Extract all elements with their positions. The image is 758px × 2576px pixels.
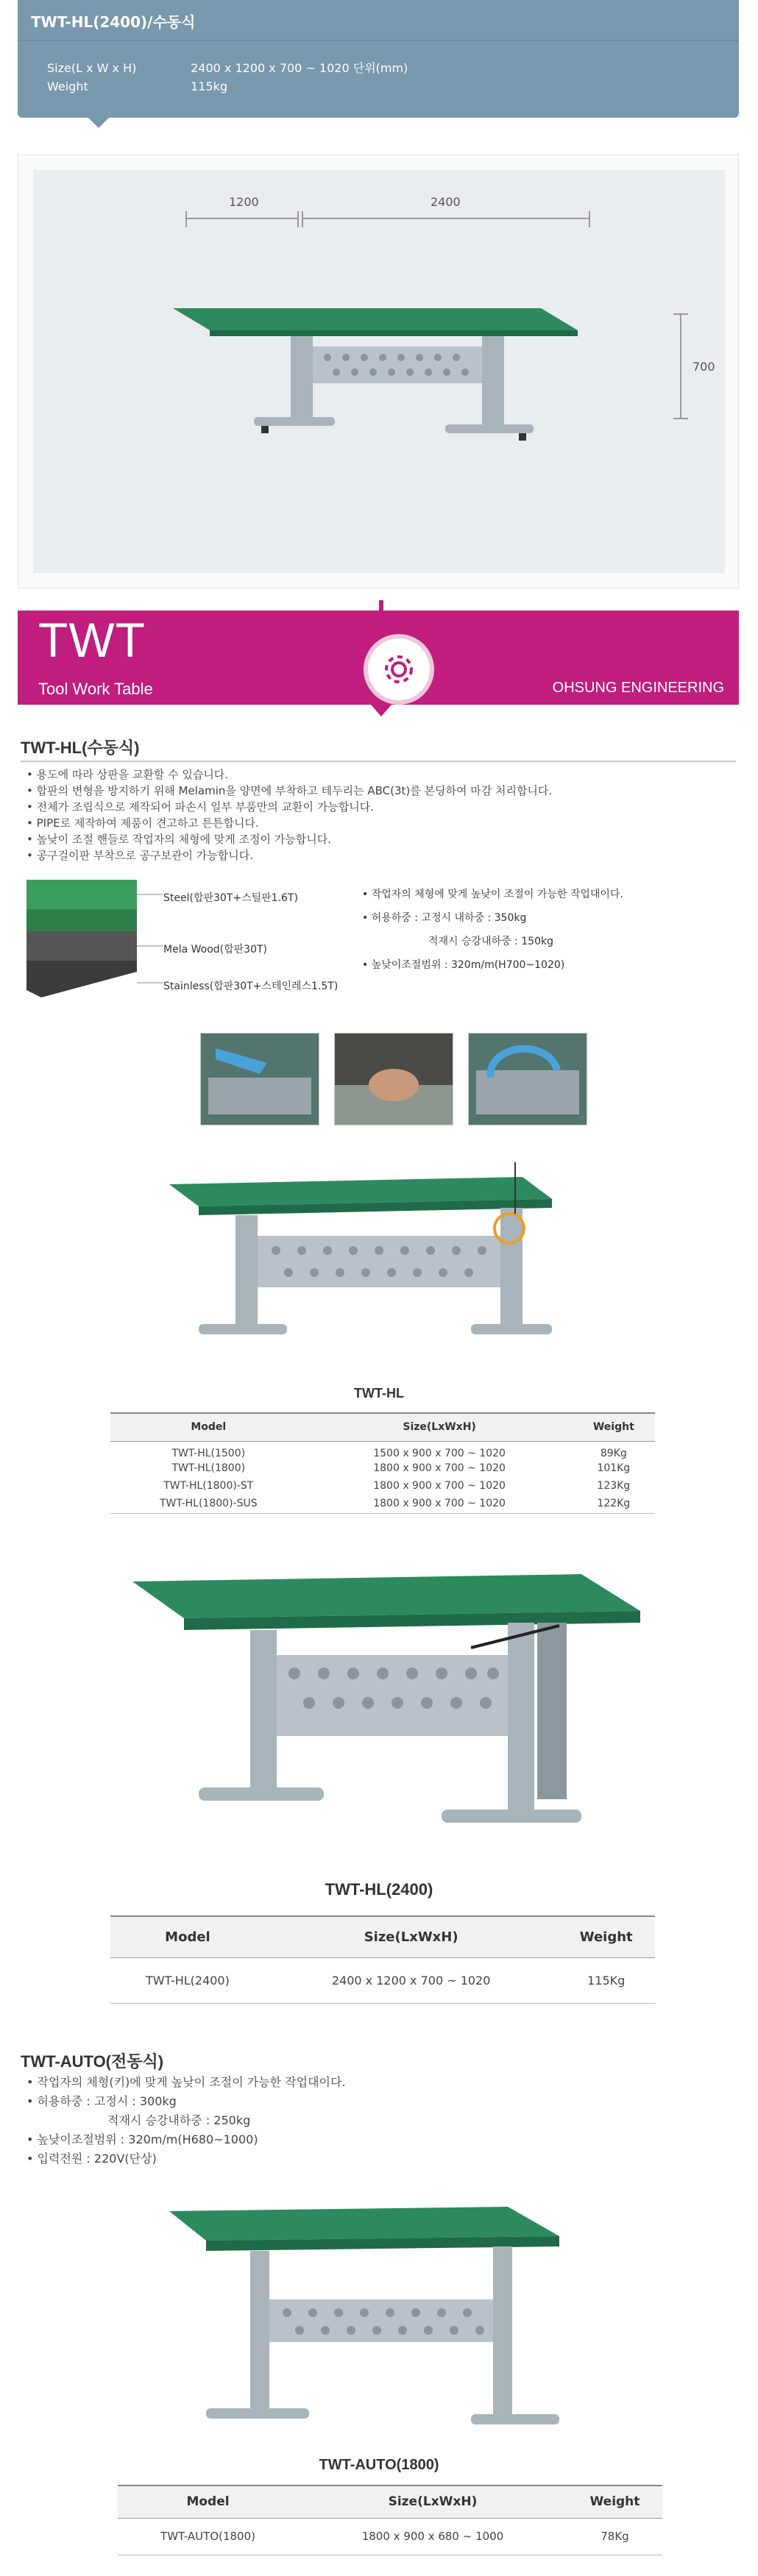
banner-title: TWT bbox=[38, 613, 146, 667]
twt-hl2400-spec-table bbox=[110, 1915, 655, 2004]
cell-weight: 115Kg bbox=[587, 1973, 626, 1988]
cell-weight: 122Kg bbox=[597, 1498, 631, 1510]
cell-weight: 123Kg bbox=[597, 1479, 631, 1492]
hl-bullet: • PIPE로 제작하여 제품이 견고하고 튼튼합니다. bbox=[26, 816, 259, 830]
handle-photo-2 bbox=[334, 1033, 453, 1125]
auto-bullet: • 높낮이조절범위 : 320m/m(H680~1000) bbox=[26, 2132, 258, 2146]
twt-hl-product-image bbox=[155, 1162, 567, 1383]
material-melawood-label: Mela Wood(합판30T) bbox=[163, 944, 267, 956]
spec-box-pointer bbox=[88, 118, 109, 128]
twt-hl2400-caption: TWT-HL(2400) bbox=[325, 1880, 433, 1899]
banner-subtitle: Tool Work Table bbox=[38, 680, 153, 698]
material-sample-image bbox=[26, 880, 166, 1005]
table-row bbox=[110, 1495, 655, 1514]
hl-bullet: • 합판의 변형을 방지하기 위해 Melamin을 양면에 부착하고 테두리는 ABC(3t)를 본딩하여 마감 처리합니다. bbox=[26, 784, 553, 797]
cell-size: 1800 x 900 x 680 ~ 1000 bbox=[361, 2530, 504, 2543]
hl-bullet: • 공구걸이판 부착으로 공구보관이 가능합니다. bbox=[26, 849, 253, 862]
dimension-length-label: 2400 bbox=[431, 195, 461, 209]
spec-header-box bbox=[18, 0, 739, 118]
twt-auto-caption: TWT-AUTO(1800) bbox=[319, 2457, 439, 2473]
hl-feature: • 작업자의 체형에 맞게 높낮이 조절이 가능한 작업대이다. bbox=[362, 889, 623, 900]
dimension-drawing bbox=[33, 170, 725, 573]
col-size: Size(LxWxH) bbox=[307, 1413, 573, 1441]
cell-model: TWT-HL(1800) bbox=[171, 1462, 246, 1474]
spec-size-row bbox=[47, 59, 408, 76]
cell-weight: 78Kg bbox=[601, 2530, 629, 2543]
section-title-hl: TWT-HL(수동식) bbox=[21, 739, 140, 757]
auto-bullet: 적재시 승강내하중 : 250kg bbox=[107, 2113, 251, 2127]
cell-weight: 101Kg bbox=[597, 1462, 631, 1474]
hl-feature: • 높낮이조절범위 : 320m/m(H700~1020) bbox=[362, 959, 565, 971]
twt-banner bbox=[18, 611, 739, 705]
cell-model: TWT-HL(1800)-ST bbox=[163, 1479, 254, 1492]
table-row bbox=[110, 1459, 655, 1477]
banner-hanger bbox=[379, 600, 383, 611]
cell-size: 1800 x 900 x 700 ~ 1020 bbox=[373, 1479, 506, 1492]
cell-size: 1800 x 900 x 700 ~ 1020 bbox=[373, 1498, 506, 1510]
table-row bbox=[118, 2518, 662, 2555]
size-value: 2400 x 1200 x 700 ~ 1020 단위(mm) bbox=[191, 61, 408, 75]
hl-bullet: • 전체가 조립식으로 제작되어 파손시 일부 부품만의 교환이 가능합니다. bbox=[26, 800, 374, 814]
twt-hl-caption: TWT-HL bbox=[354, 1386, 404, 1401]
section-title-auto: TWT-AUTO(전동식) bbox=[21, 2052, 164, 2071]
auto-bullet: • 입력전원 : 220V(단상) bbox=[26, 2152, 157, 2166]
banner-company: OHSUNG ENGINEERING bbox=[552, 680, 724, 696]
table-row bbox=[110, 1477, 655, 1495]
handle-photo-1 bbox=[200, 1033, 319, 1125]
cell-size: 2400 x 1200 x 700 ~ 1020 bbox=[331, 1973, 491, 1988]
cell-size: 1500 x 900 x 700 ~ 1020 bbox=[373, 1447, 506, 1459]
twt-auto-spec-table bbox=[118, 2485, 662, 2555]
twt-hl-spec-table bbox=[110, 1412, 655, 1514]
cell-model: TWT-HL(1800)-SUS bbox=[159, 1498, 258, 1510]
col-weight: Weight bbox=[567, 2486, 662, 2518]
auto-bullet-list bbox=[26, 2074, 346, 2170]
hl-feature: 적재시 승강내하중 : 150kg bbox=[428, 936, 553, 947]
auto-bullet: • 작업자의 체형(키)에 맞게 높낮이 조절이 가능한 작업대이다. bbox=[26, 2075, 346, 2089]
cell-size: 1800 x 900 x 700 ~ 1020 bbox=[373, 1462, 506, 1474]
material-stainless-label: Stainless(합판30T+스테인레스1.5T) bbox=[163, 981, 339, 992]
spec-title-bar bbox=[18, 0, 739, 41]
cell-model: TWT-HL(2400) bbox=[146, 1973, 230, 1988]
table-row bbox=[110, 1441, 655, 1459]
dimension-picture-frame bbox=[18, 154, 739, 588]
col-size: Size(LxWxH) bbox=[298, 2486, 567, 2518]
spec-weight-row bbox=[47, 79, 227, 93]
material-steel-label: Steel(합판30T+스틸판1.6T) bbox=[163, 892, 298, 904]
dimension-height-label: 700 bbox=[693, 360, 715, 374]
auto-bullet: • 허용하중 : 고정시 : 300kg bbox=[26, 2094, 177, 2108]
twt-hl2400-product-image bbox=[125, 1552, 640, 1876]
banner-pointer bbox=[371, 705, 392, 716]
gear-icon bbox=[380, 650, 418, 689]
col-weight: Weight bbox=[573, 1413, 655, 1441]
hl-bullet: • 용도에 따라 상판을 교환할 수 있습니다. bbox=[26, 768, 229, 781]
section-divider-hl bbox=[21, 761, 736, 762]
weight-label: Weight bbox=[47, 79, 88, 93]
dimension-width-label: 1200 bbox=[229, 195, 259, 209]
dimension-picture bbox=[33, 170, 725, 573]
handle-photo-3 bbox=[468, 1033, 587, 1125]
col-model: Model bbox=[118, 2486, 298, 2518]
col-model: Model bbox=[110, 1916, 265, 1957]
col-size: Size(LxWxH) bbox=[265, 1916, 558, 1957]
weight-value: 115kg bbox=[191, 79, 228, 93]
spec-title: TWT-HL(2400)/수동식 bbox=[31, 13, 196, 31]
table-row bbox=[110, 1957, 655, 2003]
hl-bullet: • 높낮이 조절 핸들로 작업자의 체형에 맞게 조정이 가능합니다. bbox=[26, 833, 332, 846]
banner-badge bbox=[364, 634, 434, 705]
hl-feature: • 허용하중 : 고정시 내하중 : 350kg bbox=[362, 912, 527, 924]
hl-bullet-list bbox=[26, 766, 552, 864]
size-label: Size(L x W x H) bbox=[47, 61, 137, 75]
col-model: Model bbox=[110, 1413, 307, 1441]
cell-model: TWT-HL(1500) bbox=[171, 1447, 246, 1459]
cell-weight: 89Kg bbox=[600, 1447, 627, 1459]
twt-auto-product-image bbox=[162, 2196, 574, 2447]
hl-feature-list bbox=[362, 883, 623, 977]
cell-model: TWT-AUTO(1800) bbox=[160, 2530, 255, 2543]
col-weight: Weight bbox=[557, 1916, 655, 1957]
